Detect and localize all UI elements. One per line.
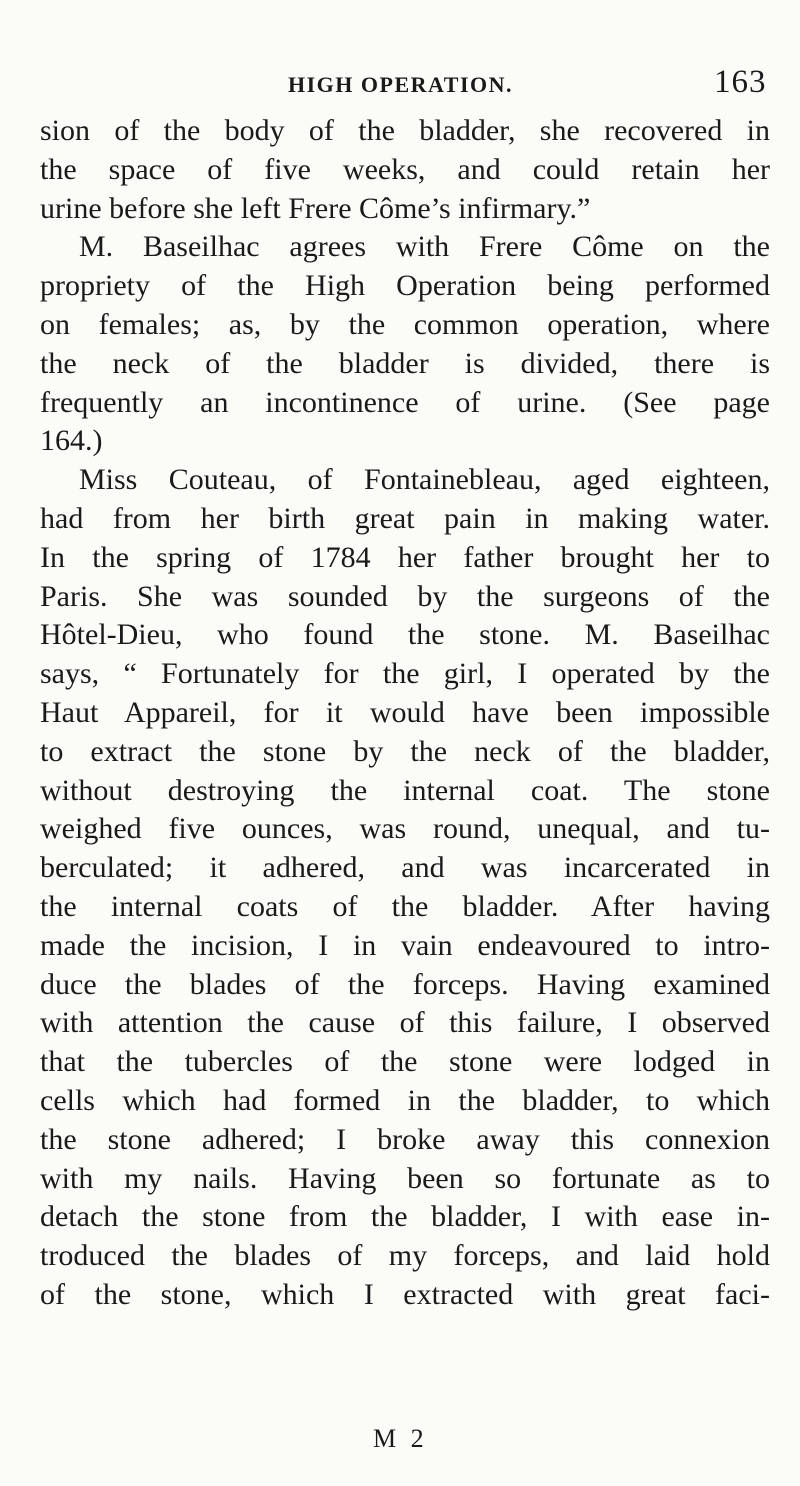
text-line: sion of the body of the bladder, she recovered in: [40, 114, 770, 147]
text-line: Miss Couteau, of Fontainebleau, aged eighteen,: [79, 463, 770, 497]
text-line: the neck of the bladder is divided, there is: [40, 346, 770, 380]
text-line: the internal coats of the bladder. After having: [40, 889, 770, 923]
text-line: with my nails. Having been so fortunate as to: [40, 1161, 770, 1195]
text-line: troduced the blades of my forceps, and laid hold: [40, 1239, 770, 1273]
text-line: the space of five weeks, and could retain her: [40, 152, 770, 186]
page-header: [0, 64, 800, 104]
text-line: 164.): [40, 424, 103, 458]
page-number: 163: [714, 64, 767, 100]
text-line: propriety of the High Operation being performed: [40, 269, 770, 303]
text-line: Hôtel-Dieu, who found the stone. M. Baseilhac: [40, 618, 770, 652]
text-line: urine before she left Frere Côme’s infirmary.”: [40, 191, 591, 225]
text-line: without destroying the internal coat. The stone: [40, 773, 770, 807]
text-line: detach the stone from the bladder, I with ease in-: [40, 1200, 770, 1234]
text-line: that the tubercles of the stone were lodged in: [40, 1045, 770, 1079]
text-line: M. Baseilhac agrees with Frere Côme on the: [79, 230, 770, 264]
body-text: [40, 112, 770, 1315]
text-line: made the incision, I in vain endeavoured to intro-: [40, 928, 770, 962]
text-line: Haut Appareil, for it would have been impossible: [40, 695, 770, 729]
text-line: says, “ Fortunately for the girl, I operated by the: [40, 657, 770, 691]
text-line: with attention the cause of this failure, I observed: [40, 1006, 770, 1040]
running-head: HIGH OPERATION.: [288, 72, 514, 97]
text-line: duce the blades of the forceps. Having examined: [40, 967, 770, 1001]
text-line: cells which had formed in the bladder, to which: [40, 1083, 770, 1117]
text-line: berculated; it adhered, and was incarcerated in: [40, 851, 770, 885]
text-line: frequently an incontinence of urine. (See page: [40, 385, 770, 419]
text-line: of the stone, which I extracted with great faci-: [40, 1277, 770, 1311]
signature-mark: M 2: [373, 1424, 428, 1453]
text-line: on females; as, by the common operation, where: [40, 307, 770, 341]
text-line: weighed five ounces, was round, unequal, and tu-: [40, 812, 770, 846]
text-line: had from her birth great pain in making water.: [40, 501, 770, 535]
text-line: Paris. She was sounded by the surgeons of the: [40, 579, 770, 613]
text-line: the stone adhered; I broke away this connexion: [40, 1122, 770, 1156]
text-line: to extract the stone by the neck of the bladder,: [40, 734, 770, 768]
text-line: In the spring of 1784 her father brought her to: [40, 540, 770, 574]
